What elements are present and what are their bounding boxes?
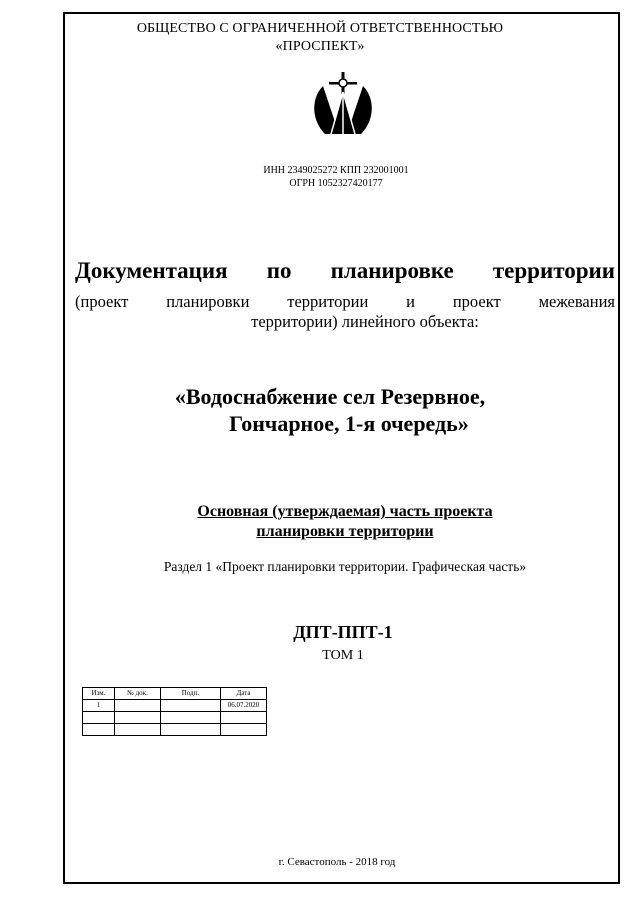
document-title: Документация по планировке территории [75, 258, 615, 283]
object-line1: «Водоснабжение сел Резервное, [174, 384, 486, 409]
document-subtitle [75, 292, 615, 332]
table-header-row [83, 688, 267, 700]
table-cell [221, 712, 267, 724]
table-cell [115, 712, 161, 724]
table-cell: 1 [83, 700, 115, 712]
table-cell [115, 724, 161, 736]
part-line1: Основная (утверждаемая) часть проекта [197, 503, 493, 520]
header-cell: № док. [115, 688, 161, 700]
organization-line1: ОБЩЕСТВО С ОГРАНИЧЕННОЙ ОТВЕТСТВЕННОСТЬЮ [136, 21, 504, 36]
table-cell [115, 700, 161, 712]
object-line2: Гончарное, 1-я очередь» [229, 411, 469, 436]
table-cell [161, 712, 221, 724]
table-row [83, 700, 267, 712]
revision-table [82, 687, 267, 736]
ogrn: ОГРН 1052327420177 [289, 178, 383, 189]
table-cell [221, 724, 267, 736]
table-row [83, 724, 267, 736]
inn-kpp: ИНН 2349025272 КПП 232001001 [263, 165, 409, 176]
document-code: ДПТ-ППТ-1 [293, 622, 393, 642]
table-cell [83, 712, 115, 724]
table-cell [161, 700, 221, 712]
object-name [0, 383, 640, 437]
organization-name [0, 20, 640, 56]
table-row [83, 712, 267, 724]
company-logo-icon [303, 68, 383, 144]
volume-number: ТОМ 1 [322, 648, 364, 663]
part-line2: планировки территории [256, 523, 434, 540]
subtitle-line1: (проект планировки территории и проект межевания [75, 292, 615, 311]
header-cell: Подп. [161, 688, 221, 700]
header-cell: Изм. [83, 688, 115, 700]
footer-city-year: г. Севастополь - 2018 год [278, 856, 396, 868]
table-cell: 06.07.2020 [221, 700, 267, 712]
organization-line2: «ПРОСПЕКТ» [275, 39, 365, 54]
header-cell: Дата [221, 688, 267, 700]
section-title: Раздел 1 «Проект планировки территории. Графическая часть» [163, 559, 527, 574]
part-title [25, 502, 640, 542]
table-cell [161, 724, 221, 736]
subtitle-line2: территории) линейного объекта: [251, 312, 479, 331]
table-cell [83, 724, 115, 736]
company-requisites [16, 164, 640, 190]
